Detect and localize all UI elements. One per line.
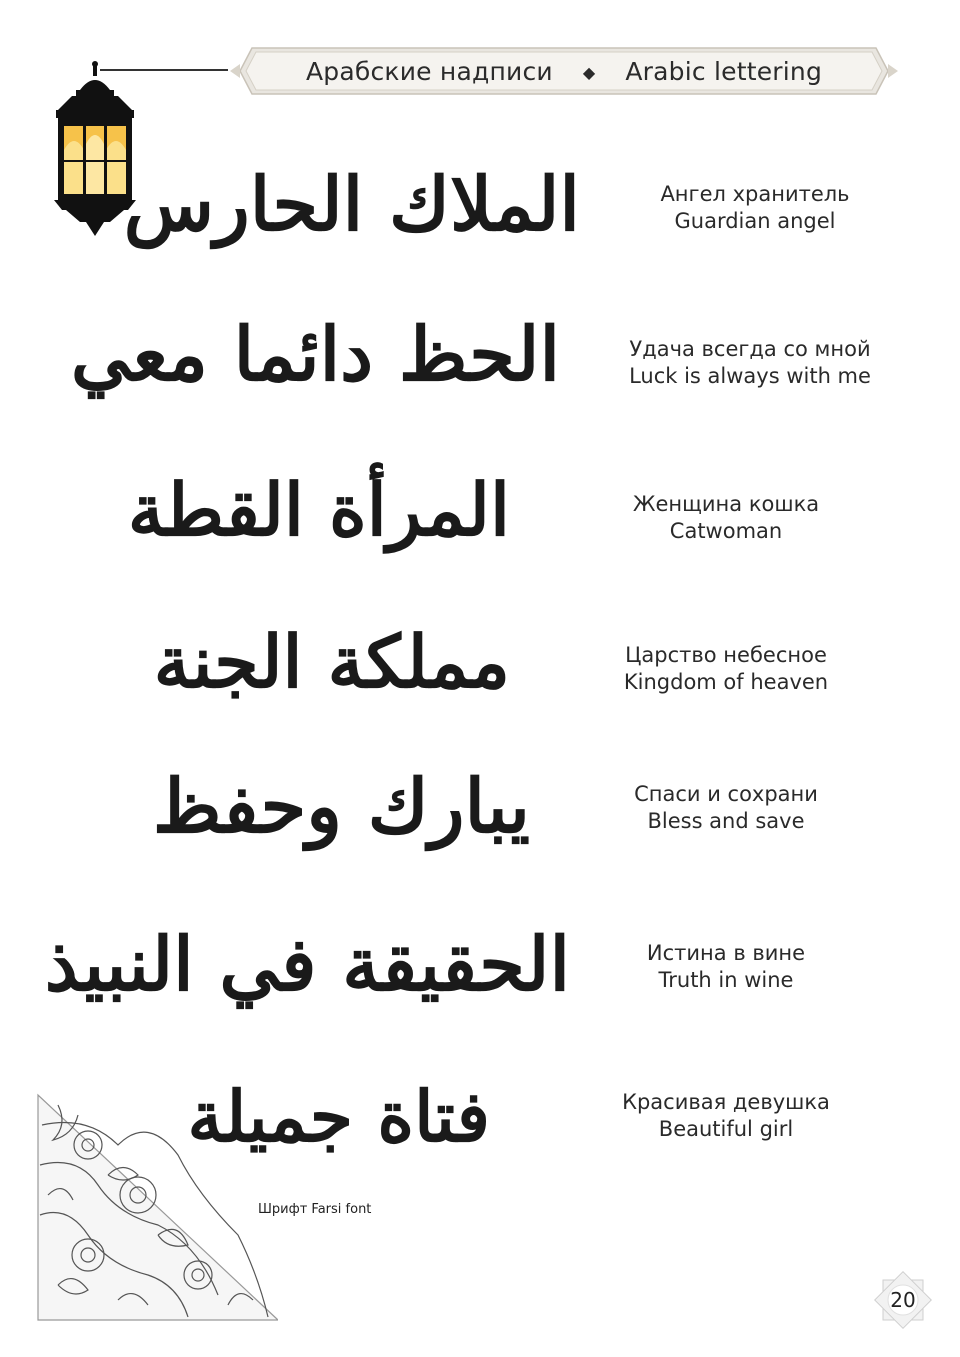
translation-block [566,642,886,696]
header-title [230,42,898,100]
floral-ornament-icon [28,1085,278,1325]
translation-ru: Спаси и сохрани [634,782,818,806]
translation-ru: Истина в вине [646,941,806,965]
translation-en: Beautiful girl [658,1117,794,1141]
translation-block [566,1089,886,1143]
arabic-phrase: مملكة الجنة [153,619,510,704]
translation-en: Bless and save [647,809,805,833]
page-number-badge [873,1270,933,1330]
translation-en: Catwoman [669,519,783,543]
translation-ru: Царство небесное [625,643,827,667]
diamond-separator-icon: ◆ [582,62,596,82]
header-banner [230,42,898,100]
arabic-phrase: الحقيقة في النبيذ [44,922,570,1008]
arabic-phrase: فتاة جميلة [187,1075,490,1158]
translation-ru: Красивая девушка [622,1090,830,1114]
translation-ru: Женщина кошка [632,492,820,516]
arabic-phrase: المرأة القطة [127,467,510,552]
arabic-phrase: الحظ دائما معي [70,312,560,398]
header-title-en: Arabic lettering [625,56,823,86]
page-number: 20 [890,1288,916,1312]
translation-ru: Ангел хранитель [660,182,850,206]
translation-en: Luck is always with me [629,364,871,388]
translation-en: Truth in wine [658,968,794,992]
arabic-phrase: الملاك الحارس [123,162,580,248]
header-title-ru: Арабские надписи [305,56,553,86]
translation-block [590,336,910,390]
translation-block [566,940,886,994]
font-note: Шрифт Farsi font [258,1202,372,1217]
arabic-phrase: يبارك وحفظ [152,764,530,850]
translation-block [566,781,886,835]
translation-ru: Удача всегда со мной [629,337,871,361]
translation-en: Kingdom of heaven [623,670,829,694]
translation-en: Guardian angel [674,209,836,233]
translation-block [566,491,886,545]
translation-block [595,181,915,235]
